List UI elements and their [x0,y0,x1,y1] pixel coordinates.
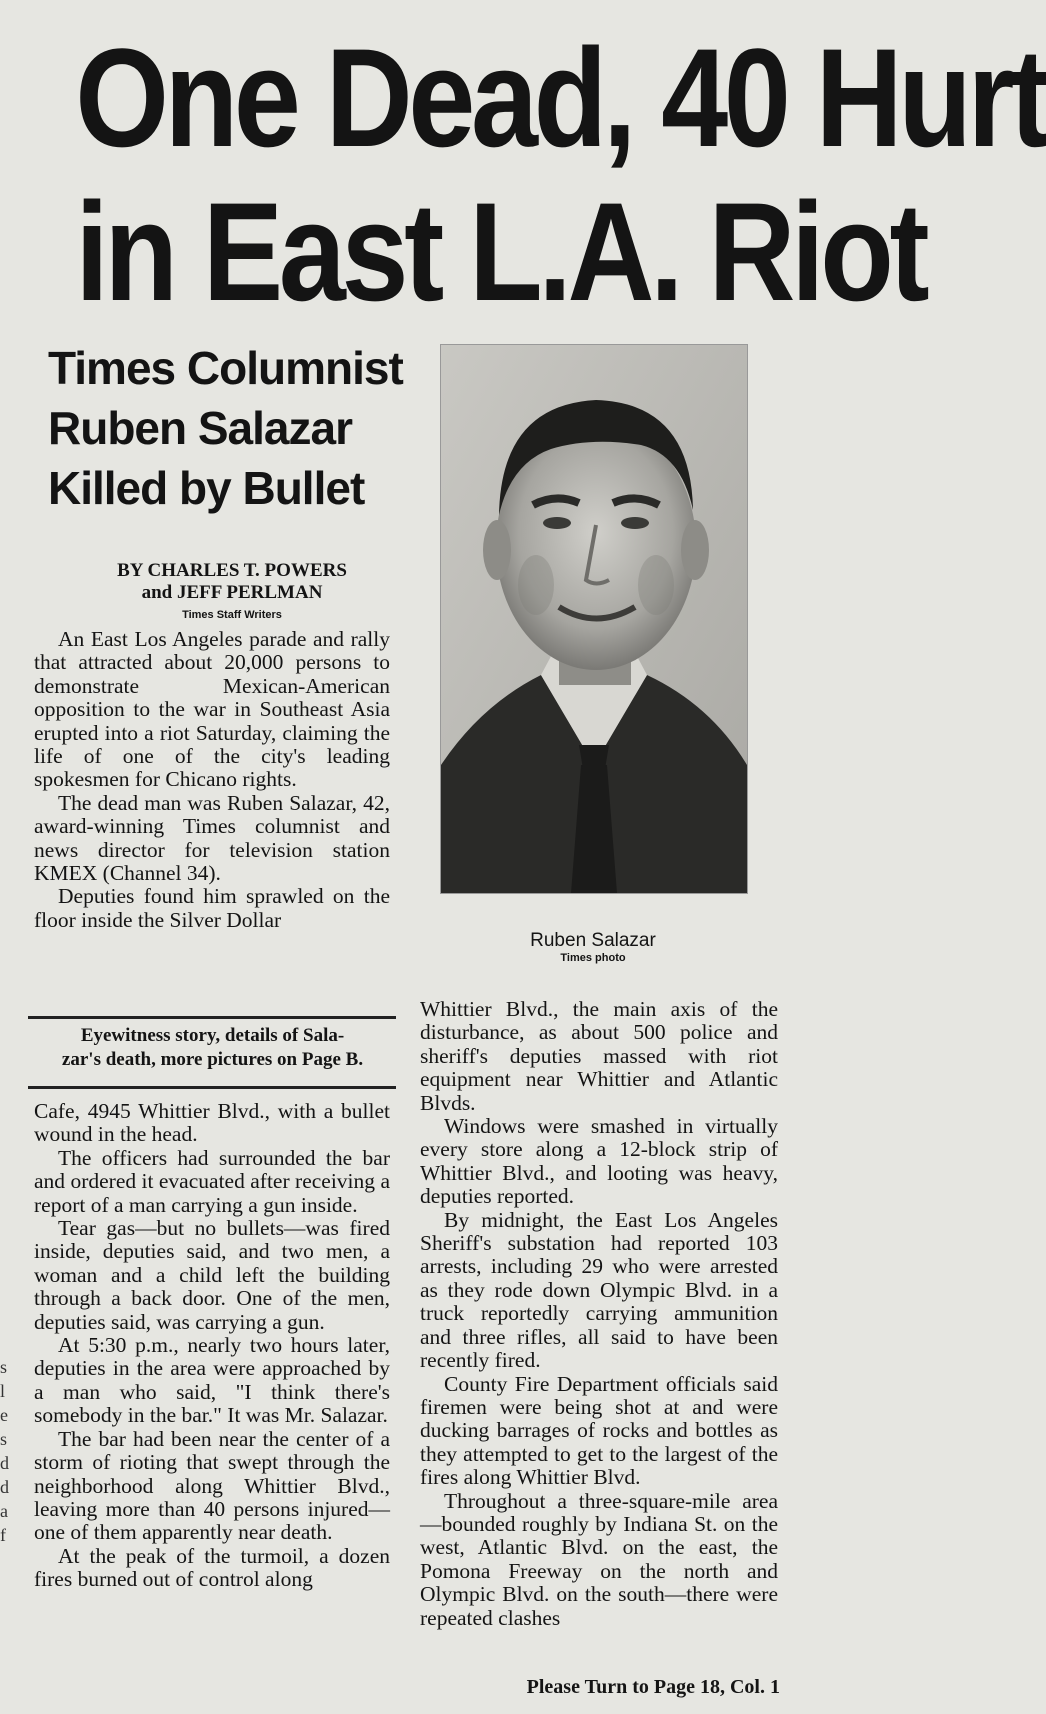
margin-fragments: s l e s d d a f [0,1357,9,1545]
paragraph: At 5:30 p.m., nearly two hours later, deputies in the area were approached by a man who said, "I think there's somebody in the bar." It was Mr. Salazar. [34,1333,390,1428]
divider [28,1016,396,1019]
portrait-photo [440,344,748,894]
deck-line-3: Killed by Bullet [48,462,365,514]
paragraph: By midnight, the East Los Angeles Sheriff's substation had reported 103 arrests, including 29 who were arrested as they rode down Olympic Blvd. in a truck reportedly carrying ammunition and three rifles, all said to have been recently fired. [420,1207,778,1373]
jump-line: Please Turn to Page 18, Col. 1 [526,1676,780,1698]
byline-credit: Times Staff Writers [182,609,282,621]
deck-line-2: Ruben Salazar [48,402,352,454]
photo-caption [440,930,746,964]
portrait-illustration [441,345,747,893]
paragraph: Cafe, 4945 Whittier Blvd., with a bullet wound in the head. [34,1099,390,1147]
divider [28,1086,396,1089]
byline-line-2: and JEFF PERLMAN [141,582,323,603]
paragraph: Whittier Blvd., the main axis of the disturbance, as about 500 police and sheriff's deputies massed with riot equipment near Whittier and Atlantic Blvds. [420,997,778,1115]
paragraph: An East Los Angeles parade and rally that attracted about 20,000 persons to demonstrate Mexican-American opposition to the war in Southeast Asia erupted into a riot Saturday, claiming the life of one of the city's leading spokesmen for Chicano rights. [34,627,390,792]
paragraph: County Fire Department officials said firemen were being shot at and were ducking barrages of rocks and bottles as they attempted to get to the largest of the fires along Whittier Blvd. [420,1371,778,1490]
article-col-1 [34,628,390,932]
paragraph: The bar had been near the center of a storm of rioting that swept through the neighborhood along Whittier Blvd., leaving more than 40 persons injured—one of them apparently near death. [34,1426,390,1545]
article-col-1-continued [34,1100,390,1592]
refer-box [30,1024,395,1072]
paragraph: Throughout a three-square-mile area—bounded roughly by Indiana St. on the west, Atlantic Blvd. on the east, the Pomona Freeway on the north and Olympic Blvd. on the south—there were repeated clashes [420,1488,778,1630]
paragraph: Deputies found him sprawled on the floor inside the Silver Dollar [34,884,390,932]
byline [52,560,412,626]
paragraph: At the peak of the turmoil, a dozen fires burned out of control along [34,1543,390,1592]
deck [48,338,428,518]
caption-name: Ruben Salazar [530,930,656,951]
paragraph: The dead man was Ruben Salazar, 42, award-winning Times columnist and news director for television station KMEX (Channel 34). [34,790,390,886]
paragraph: Tear gas—but no bullets—was fired inside, deputies said, and two men, a woman and a child left the building through a back door. One of the men, deputies said, was carrying a gun. [34,1216,390,1334]
headline-line-2: in East L.A. Riot [75,173,926,330]
refer-line-1: Eyewitness story, details of Sala- [80,1025,345,1046]
paragraph: Windows were smashed in virtually every store along a 12-block strip of Whittier Blvd., and looting was heavy, deputies reported. [420,1114,778,1209]
headline-line-1: One Dead, 40 Hurt [75,19,1046,176]
refer-line-2: zar's death, more pictures on Page B. [61,1049,364,1070]
deck-line-1: Times Columnist [48,342,403,394]
caption-credit: Times photo [560,952,626,964]
paragraph: The officers had surrounded the bar and ordered it evacuated after receiving a report of a man carrying a gun inside. [34,1145,390,1217]
article-col-2 [420,998,778,1630]
byline-line-1: BY CHARLES T. POWERS [117,560,347,581]
